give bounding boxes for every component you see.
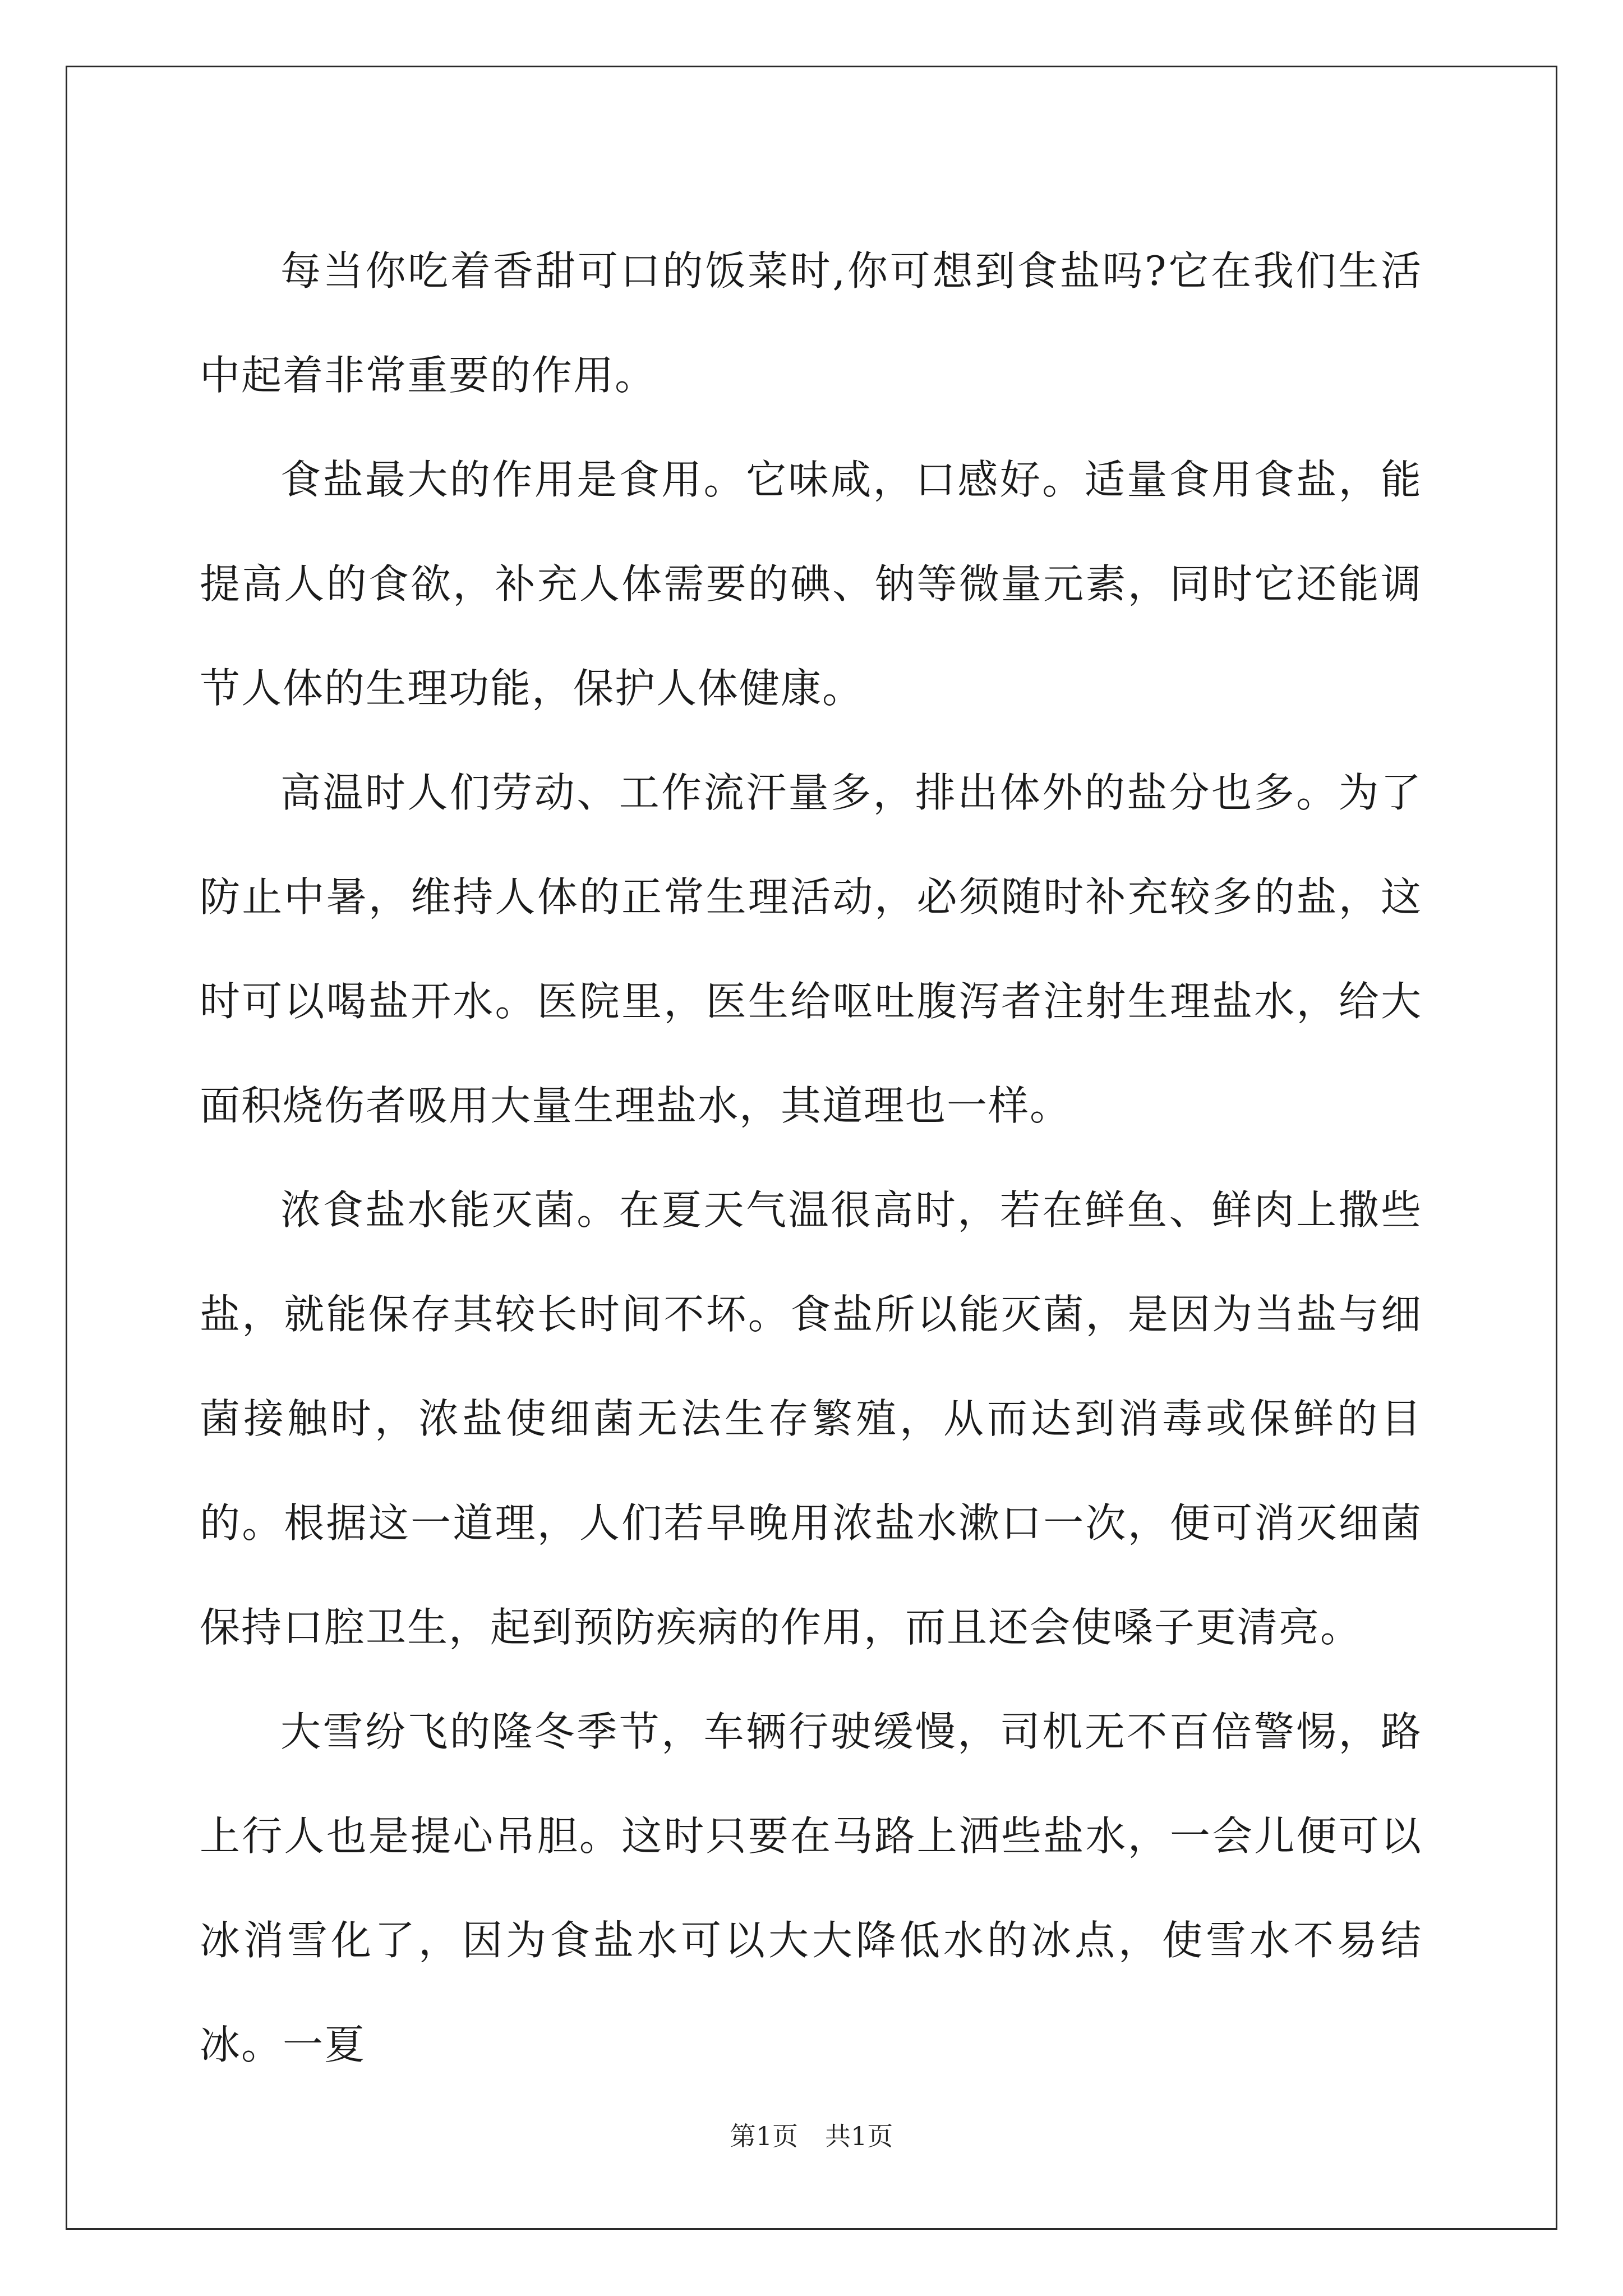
paragraph-4: 浓食盐水能灭菌。在夏天气温很高时，若在鲜鱼、鲜肉上撒些盐，就能保存其较长时间不坏。食盐所以能灭菌，是因为当盐与细菌接触时，浓盐使细菌无法生存繁殖，从而达到消毒或保鲜的目的。根据这一道理，人们若早晚用浓盐水漱口一次，便可消灭细菌保持口腔卫生，起到预防疾病的作用，而且还会使嗓子更清亮。 [200,1186,1422,1651]
paragraph-2: 食盐最大的作用是食用。它味咸，口感好。适量食用食盐，能提高人的食欲，补充人体需要的碘、钠等微量元素，同时它还能调节人体的生理功能，保护人体健康。 [200,456,1422,712]
page-number: 第1页 [730,2121,798,2151]
paragraph-3: 高温时人们劳动、工作流汗量多，排出体外的盐分也多。为了防止中暑，维持人体的正常生理活动，必须随时补充较多的盐，这时可以喝盐开水。医院里，医生给呕吐腹泻者注射生理盐水，给大面积烧伤者吸用大量生理盐水，其道理也一样。 [200,769,1422,1129]
page-footer [0,2119,1623,2153]
page-count: 共1页 [825,2121,893,2151]
paragraph-5: 大雪纷飞的隆冬季节，车辆行驶缓慢，司机无不百倍警惕，路上行人也是提心吊胆。这时只要在马路上洒些盐水，一会儿便可以冰消雪化了，因为食盐水可以大大降低水的冰点，使雪水不易结冰。一夏 [200,1708,1422,2068]
paragraph-1: 每当你吃着香甜可口的饭菜时,你可想到食盐吗?它在我们生活中起着非常重要的作用。 [200,247,1422,399]
document-body [200,219,1422,2097]
